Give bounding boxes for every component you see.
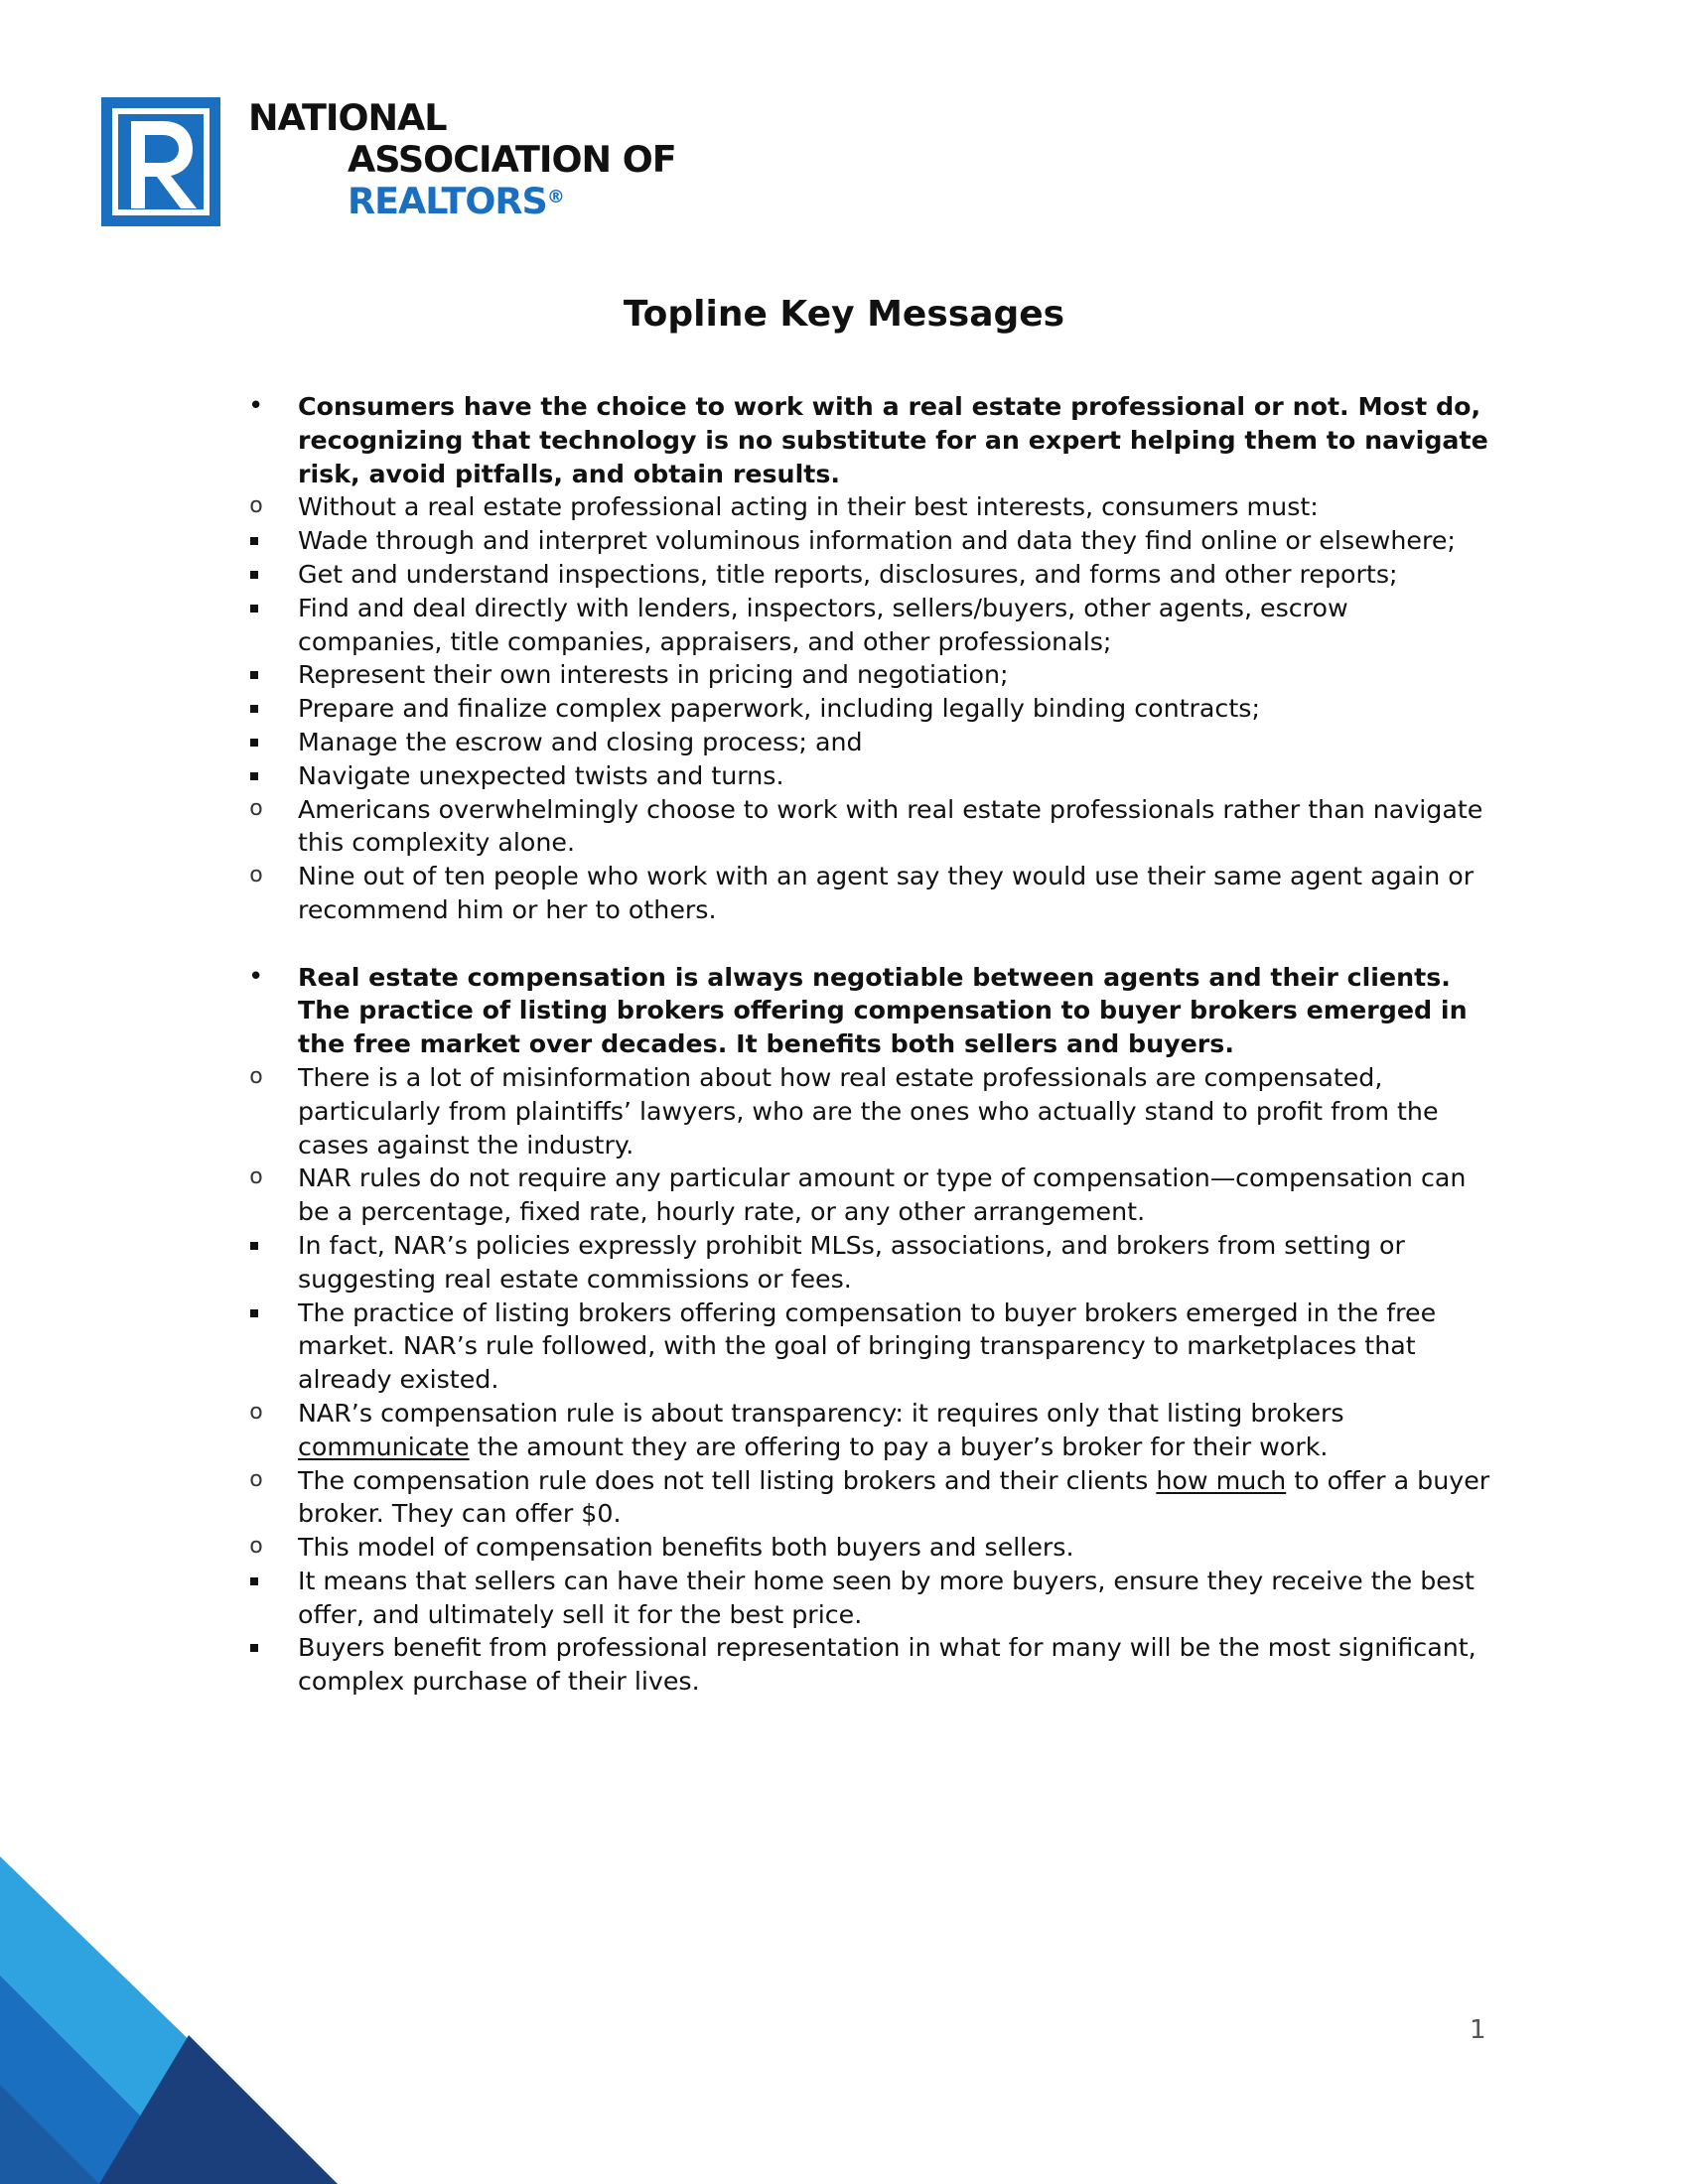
- bullet-square: [250, 571, 258, 579]
- list-item-text: NAR rules do not require any particular amount or type of compensation—compensation can be a percentage, fixed rate, hourly rate, or any other arrangement.: [298, 1163, 1467, 1227]
- list-item-text: Nine out of ten people who work with an agent say they would use their same agent again or recommend him or her to others.: [298, 862, 1475, 924]
- list-item: [298, 1297, 1499, 1397]
- list-item: [298, 759, 1499, 793]
- bullet-circle: o: [249, 493, 263, 519]
- list-item: [298, 1229, 1499, 1297]
- page-number: 1: [1470, 2015, 1486, 2045]
- logo-line-3: [348, 181, 676, 222]
- list-item: [298, 1631, 1499, 1699]
- key-message-heading: Real estate compensation is always negotiable between agents and their clients. The practice of listing brokers offering compensation to buyer brokers emerged in the free market over decades. It benefits both sellers and buyers.: [298, 962, 1468, 1059]
- list-item-text-before: The compensation rule does not tell listing brokers and their clients: [298, 1465, 1157, 1495]
- registered-mark: ®: [546, 187, 564, 207]
- underlined-term: how much: [1156, 1465, 1287, 1495]
- list-item-text-after: the amount they are offering to pay a buyer’s broker for their work.: [469, 1432, 1329, 1461]
- nar-logo: [101, 97, 676, 226]
- logo-wordmark: [248, 97, 676, 222]
- list-item: [298, 692, 1499, 726]
- bullet-square: [250, 705, 258, 713]
- logo-line-3-text: REALTORS: [348, 180, 547, 222]
- list-item: [298, 658, 1499, 692]
- list-item-text: Buyers benefit from professional representation in what for many will be the most significant, complex purchase of their lives.: [298, 1633, 1477, 1697]
- list-item-text: Find and deal directly with lenders, inspectors, sellers/buyers, other agents, escrow companies, title companies, appraisers, and other professionals;: [298, 593, 1348, 656]
- list-item: [298, 592, 1499, 659]
- list-item: [249, 793, 1499, 861]
- list-item-text: In fact, NAR’s policies expressly prohibit MLSs, associations, and brokers from setting or suggesting real estate commissions or fees.: [298, 1230, 1405, 1294]
- list-item-text: Without a real estate professional acting in their best interests, consumers must:: [298, 492, 1319, 522]
- bullet-disc: •: [248, 961, 264, 992]
- list-item-text: There is a lot of misinformation about how real estate professionals are compensated, particularly from plaintiffs’ lawyers, who are the ones who actually stand to profit from the cases against the industry.: [298, 1062, 1439, 1160]
- bullet-square: [250, 1577, 258, 1585]
- logo-line-2: ASSOCIATION OF: [348, 138, 676, 181]
- list-item: [298, 558, 1499, 592]
- list-item: [249, 1397, 1499, 1464]
- bullet-square: [250, 739, 258, 747]
- bullet-square: [250, 605, 258, 613]
- document-body: [248, 390, 1499, 1699]
- list-item-text: This model of compensation benefits both buyers and sellers.: [298, 1533, 1074, 1563]
- list-item-text: Navigate unexpected twists and turns.: [298, 760, 784, 790]
- list-item: [249, 490, 1499, 792]
- page-title: Topline Key Messages: [623, 294, 1065, 335]
- list-item-text-after: to offer a buyer broker. They can offer $0.: [298, 1465, 1490, 1529]
- bullet-square: [250, 671, 258, 679]
- bullet-square: [250, 1242, 258, 1250]
- list-item-text: Americans overwhelmingly choose to work with real estate professionals rather than navigate this complexity alone.: [298, 794, 1483, 858]
- list-item-text: It means that sellers can have their home seen by more buyers, ensure they receive the best offer, and ultimately sell it for the best price.: [298, 1566, 1475, 1629]
- list-item: [249, 1161, 1499, 1397]
- bullet-disc: •: [248, 391, 264, 421]
- list-item-text: Represent their own interests in pricing and negotiation;: [298, 660, 1009, 690]
- list-item-text: Get and understand inspections, title reports, disclosures, and forms and other reports;: [298, 559, 1398, 589]
- underlined-term: communicate: [298, 1432, 470, 1461]
- logo-line-1: NATIONAL: [248, 96, 447, 139]
- list-item-text: Wade through and interpret voluminous information and data they find online or elsewhere;: [298, 526, 1456, 556]
- bullet-circle: o: [249, 1164, 263, 1190]
- key-message-heading: Consumers have the choice to work with a real estate professional or not. Most do, recognizing that technology is no substitute for an expert helping them to navigate risk, avoid pitfalls, and obtain results.: [298, 392, 1488, 488]
- list-item-text: Prepare and finalize complex paperwork, including legally binding contracts;: [298, 694, 1260, 724]
- bullet-square: [250, 1644, 258, 1652]
- list-item: [298, 726, 1499, 759]
- list-item: [298, 524, 1499, 558]
- list-item: [249, 1464, 1499, 1532]
- bullet-circle: o: [249, 1399, 263, 1425]
- list-item: [249, 1061, 1499, 1161]
- list-item: [249, 1531, 1499, 1699]
- bullet-circle: o: [249, 795, 263, 821]
- corner-decoration: [0, 1856, 338, 2184]
- list-item: [249, 860, 1499, 927]
- realtor-r-logo-icon: [101, 97, 220, 226]
- list-item: [298, 1565, 1499, 1632]
- bullet-circle: o: [249, 1534, 263, 1560]
- bullet-circle: o: [249, 1466, 263, 1492]
- bullet-square: [250, 1309, 258, 1317]
- bullet-circle: o: [249, 863, 263, 888]
- bullet-square: [250, 537, 258, 545]
- list-item-text: Manage the escrow and closing process; and: [298, 727, 863, 756]
- key-message-2: [248, 961, 1499, 1700]
- key-message-1: [248, 390, 1499, 927]
- list-item-text-before: NAR’s compensation rule is about transparency: it requires only that listing brokers: [298, 1398, 1344, 1428]
- bullet-square: [250, 772, 258, 780]
- bullet-circle: o: [249, 1063, 263, 1089]
- list-item-text: The practice of listing brokers offering compensation to buyer brokers emerged in the free market. NAR’s rule followed, with the goal of bringing transparency to marketplaces that already existed.: [298, 1297, 1437, 1395]
